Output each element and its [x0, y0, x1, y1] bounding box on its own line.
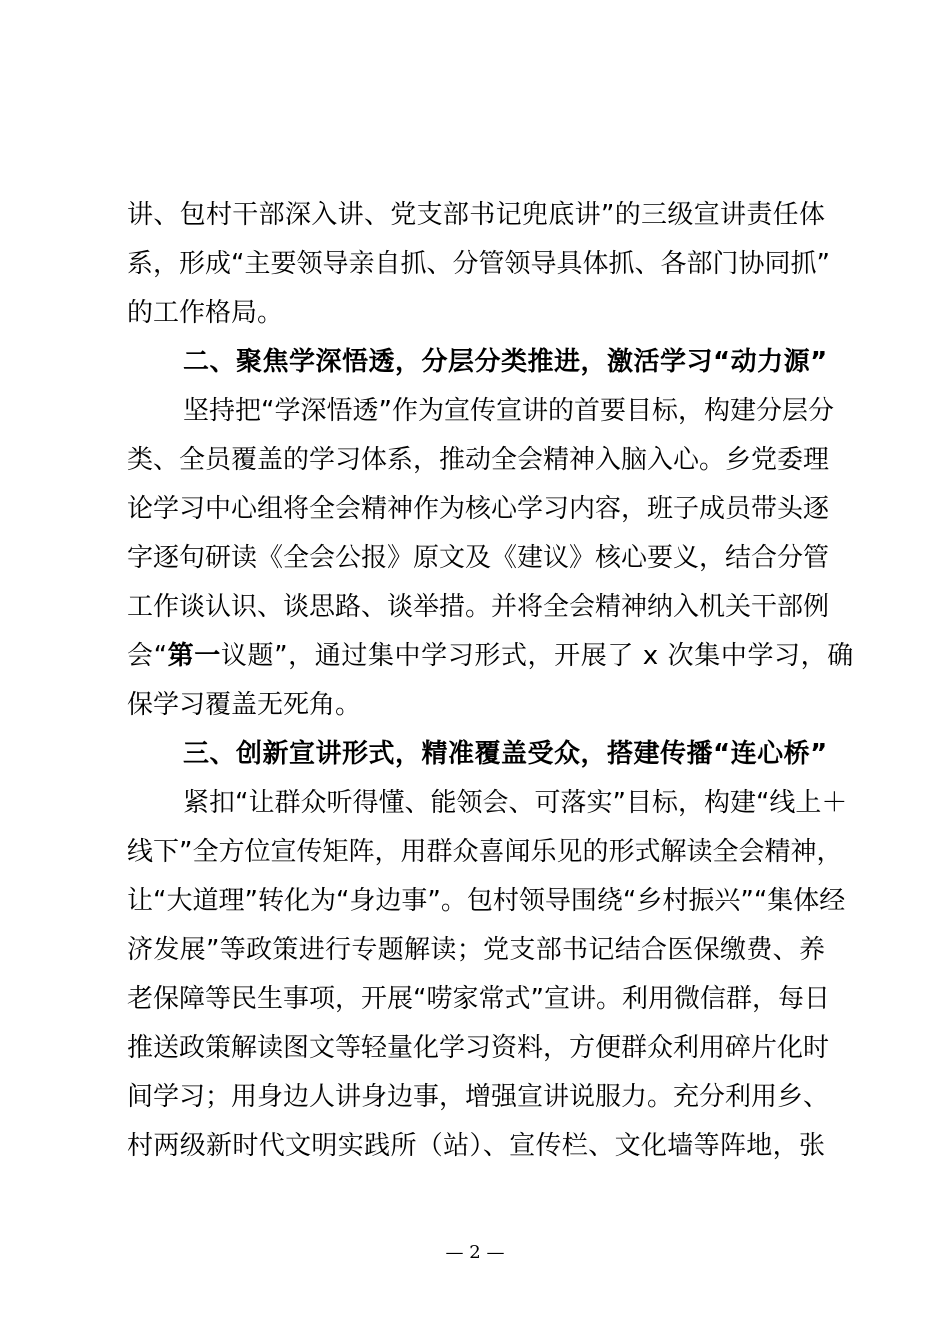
body-line: 保学习覆盖无死角。 — [127, 690, 362, 720]
body-line: 坚持把“学深悟透”作为宣传宣讲的首要目标，构建分层分 — [183, 396, 834, 426]
body-line: 推送政策解读图文等轻量化学习资料，方便群众利用碎片化时 — [127, 1033, 830, 1063]
text-segment: 会“ — [127, 641, 168, 671]
section-heading-3: 三、创新宣讲形式，精准覆盖受众，搭建传播“连心桥” — [183, 739, 828, 769]
body-line — [127, 636, 854, 676]
body-line: 类、全员覆盖的学习体系，推动全会精神入脑入心。乡党委理 — [127, 445, 830, 475]
bold-text: 第一 — [167, 641, 221, 671]
body-line: 老保障等民生事项，开展“唠家常式”宣讲。利用微信群，每日 — [127, 984, 830, 1014]
body-line: 村两级新时代文明实践所（站）、宣传栏、文化墙等阵地，张 — [127, 1131, 825, 1161]
body-line: 讲、包村干部深入讲、党支部书记兜底讲”的三级宣讲责任体 — [127, 200, 825, 230]
body-line: 紧扣“让群众听得懂、能领会、可落实”目标，构建“线上＋ — [183, 788, 848, 818]
body-line: 系，形成“主要领导亲自抓、分管领导具体抓、各部门协同抓” — [127, 249, 830, 279]
page-number: — 2 — — [445, 1242, 505, 1263]
text-segment: 议题”，通过集中学习形式，开展了 x 次集中学习，确 — [220, 641, 854, 671]
body-line: 间学习；用身边人讲身边事，增强宣讲说服力。充分利用乡、 — [127, 1082, 830, 1112]
body-line: 让“大道理”转化为“身边事”。包村领导围绕“乡村振兴”“集体经 — [127, 886, 846, 916]
body-line: 工作谈认识、谈思路、谈举措。并将全会精神纳入机关干部例 — [127, 592, 830, 622]
body-line: 线下”全方位宣传矩阵，用群众喜闻乐见的形式解读全会精神， — [127, 837, 843, 867]
body-line: 论学习中心组将全会精神作为核心学习内容，班子成员带头逐 — [127, 494, 830, 524]
body-line: 济发展”等政策进行专题解读；党支部书记结合医保缴费、养 — [127, 935, 825, 965]
body-line: 字逐句研读《全会公报》原文及《建议》核心要义，结合分管 — [127, 543, 830, 573]
body-line: 的工作格局。 — [127, 298, 284, 328]
section-heading-2: 二、聚焦学深悟透，分层分类推进，激活学习“动力源” — [183, 347, 828, 377]
